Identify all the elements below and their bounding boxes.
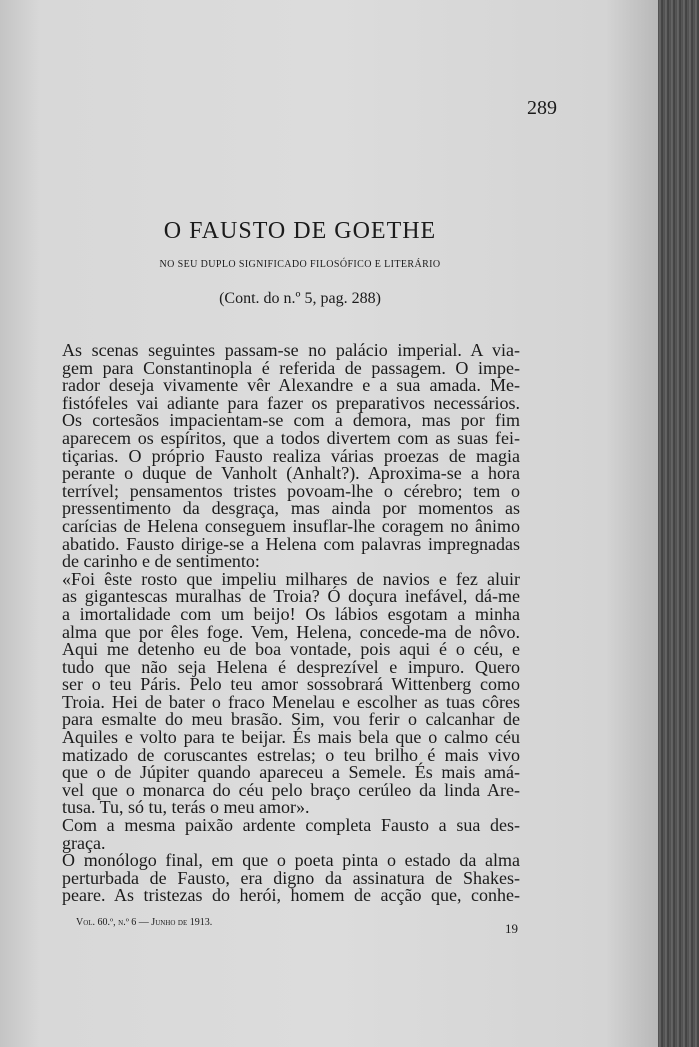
text-line: alma que por êles foge. Vem, Helena, concede-ma de nôvo. [62,621,520,642]
text-line: de carinho e de sentimento: [62,551,260,572]
text-line: carícias de Helena conseguem insuflar-lhe coragem no ânimo [62,515,520,536]
text-line: vel que o monarca do céu pelo braço cerúleo da linda Are- [62,779,520,800]
text-line: aparecem os espíritos, que a todos divertem com as suas fei- [62,427,520,448]
text-line: a imortalidade com um beijo! Os lábios esgotam a minha [62,603,520,624]
text-line: rador deseja vivamente vêr Alexandre e a sua amada. Me- [62,375,520,396]
text-line: terrível; pensamentos tristes povoam-lhe o cérebro; tem o [62,480,520,501]
text-line: gem para Constantinopla é referida de passagem. O impe- [62,357,520,378]
text-line: As scenas seguintes passam-se no palácio imperial. A via- [62,340,520,360]
continuation-note: (Cont. do n.º 5, pag. 288) [219,290,381,307]
text-line: perturbada de Fausto, era digno da assinatura de Shakes- [62,867,520,888]
text-line: O monólogo final, em que o poeta pinta o estado da alma [62,850,520,871]
article-subtitle: NO SEU DUPLO SIGNIFICADO FILOSÓFICO E LITERÁRIO [159,259,441,270]
text-line: Aquiles e volto para te beijar. És mais bela que o calmo céu [62,727,520,748]
page-edges [658,0,699,1047]
text-line: fistófeles vai adiante para fazer os preparativos necessários. [62,392,520,413]
signature-mark: 19 [505,921,518,936]
text-line: graça. [62,832,106,853]
page-number: 289 [527,97,557,119]
text-line: tiçarias. O próprio Fausto realiza várias proezas de magia [62,445,520,466]
text-line: pressentimento da desgraça, mas ainda por momentos as [62,498,520,519]
article-title: O FAUSTO DE GOETHE [163,218,437,244]
text-line: que o de Júpiter quando apareceu a Semele. És mais amá- [62,762,520,783]
text-line: Com a mesma paixão ardente completa Fausto a sua des- [62,815,520,836]
text-line: Aqui me detenho eu de boa vontade, pois aqui é o céu, e [62,639,520,660]
text-line: as gigantescas muralhas de Troia? Ó doçura inefável, dá-me [62,586,520,607]
text-line: tusa. Tu, só tu, terás o meu amor». [62,797,310,818]
text-line: matizado de coruscantes estrelas; o teu brilho é mais vivo [62,744,520,765]
article-body [62,342,520,905]
text-line: Os cortesãos impacientam-se com a demora, mas por fim [62,410,520,431]
text-line: abatido. Fausto dirige-se a Helena com palavras impregnadas [62,533,520,554]
text-line: ser o teu Páris. Pelo teu amor sossobrará Wittenberg como [62,674,520,695]
text-line: tudo que não seja Helena é desprezível e impuro. Quero [62,656,520,677]
text-line: Troia. Hei de bater o fraco Menelau e escolher as tuas côres [62,691,520,712]
text-line: para esmalte do meu brasão. Sim, vou ferir o calcanhar de [62,709,520,730]
text-line: peare. As tristezas do herói, homem de acção que, conhe- [62,885,520,906]
text-line: «Foi êste rosto que impeliu milhares de navios e fez aluir [62,568,520,589]
volume-info: Vol. 60.º, n.º 6 — Junho de 1913. [76,917,213,928]
text-line: perante o duque de Vanholt (Anhalt?). Aproxima-se a hora [62,463,520,484]
